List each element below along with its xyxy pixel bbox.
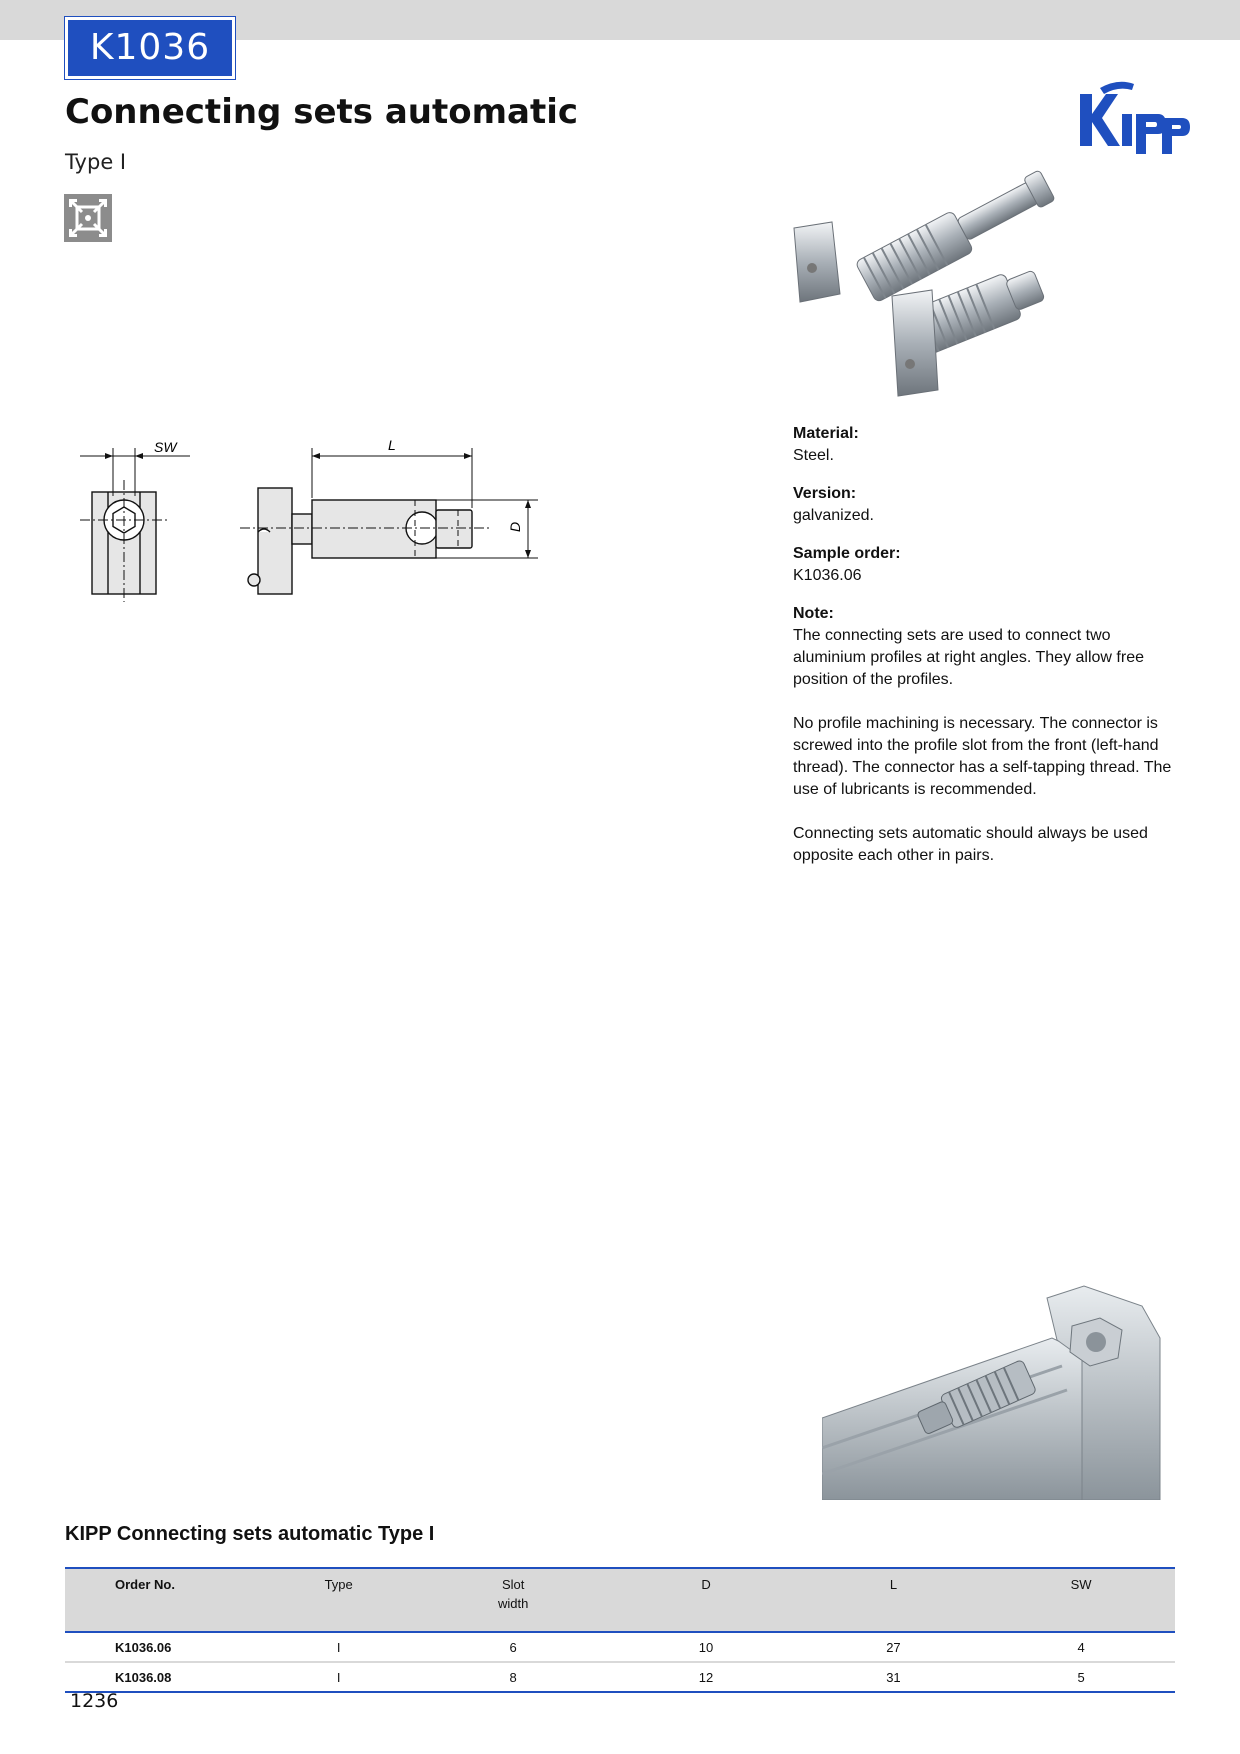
version-value: galvanized.	[793, 507, 874, 524]
cell-order-no: K1036.06	[65, 1632, 263, 1662]
cell-l: 27	[800, 1632, 987, 1662]
table-row	[65, 1632, 1175, 1662]
note-paragraph: The connecting sets are used to connect two aluminium profiles at right angles. They allow free position of the profiles.	[793, 627, 1144, 688]
page-subtitle: Type I	[65, 150, 127, 174]
column-header-sw: SW	[987, 1568, 1175, 1632]
technical-drawing	[70, 430, 590, 610]
cell-l: 31	[800, 1662, 987, 1692]
sample-order-label: Sample order:	[793, 545, 901, 562]
cell-d: 12	[612, 1662, 799, 1692]
table-header-row	[65, 1568, 1175, 1632]
column-header-l: L	[800, 1568, 987, 1632]
sample-order-value: K1036.06	[793, 567, 862, 584]
connector-type-icon	[64, 194, 112, 242]
product-info	[793, 423, 1173, 867]
order-table	[65, 1567, 1175, 1693]
l-dimension-label: L	[388, 437, 396, 453]
material-label: Material:	[793, 425, 859, 442]
column-header-order-no: Order No.	[65, 1568, 263, 1632]
cell-sw: 5	[987, 1662, 1175, 1692]
column-header-type: Type	[263, 1568, 414, 1632]
sw-dimension-label: SW	[154, 439, 177, 455]
cell-slot-width: 6	[414, 1632, 612, 1662]
cell-type: I	[263, 1632, 414, 1662]
article-code-badge: K1036	[65, 17, 235, 79]
material-value: Steel.	[793, 447, 834, 464]
table-title: KIPP Connecting sets automatic Type I	[65, 1523, 435, 1545]
d-dimension-label: D	[507, 521, 523, 532]
column-header-slot-width: Slot width	[414, 1568, 612, 1632]
cell-order-no: K1036.08	[65, 1662, 263, 1692]
cell-d: 10	[612, 1632, 799, 1662]
note-paragraph: Connecting sets automatic should always be used opposite each other in pairs.	[793, 825, 1148, 864]
table-row	[65, 1662, 1175, 1692]
application-photo	[822, 1278, 1192, 1500]
cell-type: I	[263, 1662, 414, 1692]
kipp-logo	[1072, 74, 1190, 160]
column-header-d: D	[612, 1568, 799, 1632]
product-photo	[786, 164, 1076, 404]
version-label: Version:	[793, 485, 857, 502]
page-number: 1236	[70, 1690, 119, 1712]
note-paragraph: No profile machining is necessary. The connector is screwed into the profile slot from the front (left-hand thread). The connector has a self-tapping thread. The use of lubricants is recommended.	[793, 715, 1172, 798]
cell-sw: 4	[987, 1632, 1175, 1662]
page-title: Connecting sets automatic	[65, 92, 579, 132]
cell-slot-width: 8	[414, 1662, 612, 1692]
note-label: Note:	[793, 605, 834, 622]
